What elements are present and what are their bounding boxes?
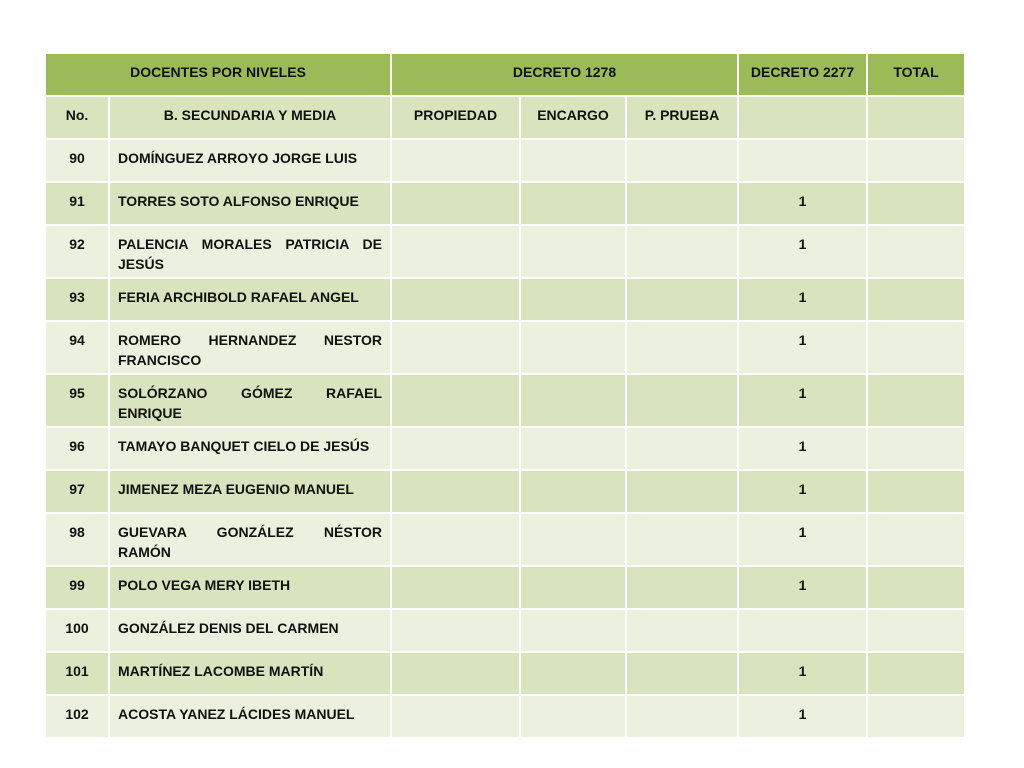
row-total [867,278,965,321]
row-number: 95 [45,374,109,427]
row-total [867,652,965,695]
header-no: No. [45,96,109,139]
row-p-prueba [626,652,738,695]
header-decreto-2277: DECRETO 2277 [738,53,867,96]
row-teacher-name: TAMAYO BANQUET CIELO DE JESÚS [109,427,391,470]
row-encargo [520,182,626,225]
row-teacher-name: GUEVARA GONZÁLEZ NÉSTOR RAMÓN [109,513,391,566]
table-row [45,182,965,225]
row-number: 102 [45,695,109,738]
row-teacher-name: GONZÁLEZ DENIS DEL CARMEN [109,609,391,652]
row-propiedad [391,566,520,609]
row-propiedad [391,278,520,321]
row-decreto-2277: 1 [738,182,867,225]
row-decreto-2277: 1 [738,225,867,278]
header-nivel: B. SECUNDARIA Y MEDIA [109,96,391,139]
row-p-prueba [626,321,738,374]
header-decreto-1278: DECRETO 1278 [391,53,738,96]
row-total [867,513,965,566]
row-decreto-2277 [738,609,867,652]
row-encargo [520,652,626,695]
row-number: 96 [45,427,109,470]
row-decreto-2277: 1 [738,695,867,738]
row-number: 100 [45,609,109,652]
row-encargo [520,139,626,182]
row-propiedad [391,652,520,695]
row-total [867,225,965,278]
row-teacher-name: ACOSTA YANEZ LÁCIDES MANUEL [109,695,391,738]
row-total [867,321,965,374]
row-encargo [520,225,626,278]
table-row [45,470,965,513]
row-number: 90 [45,139,109,182]
row-teacher-name: FERIA ARCHIBOLD RAFAEL ANGEL [109,278,391,321]
row-p-prueba [626,513,738,566]
row-total [867,139,965,182]
row-encargo [520,321,626,374]
header-docentes-por-niveles: DOCENTES POR NIVELES [45,53,391,96]
row-total [867,374,965,427]
row-number: 93 [45,278,109,321]
row-propiedad [391,139,520,182]
row-p-prueba [626,470,738,513]
row-total [867,609,965,652]
table-row [45,695,965,738]
header-total: TOTAL [867,53,965,96]
row-teacher-name: ROMERO HERNANDEZ NESTOR FRANCISCO [109,321,391,374]
table-row [45,566,965,609]
row-encargo [520,374,626,427]
header-empty-2277 [738,96,867,139]
row-p-prueba [626,427,738,470]
row-decreto-2277: 1 [738,321,867,374]
header-p-prueba: P. PRUEBA [626,96,738,139]
row-number: 97 [45,470,109,513]
row-encargo [520,695,626,738]
row-teacher-name: TORRES SOTO ALFONSO ENRIQUE [109,182,391,225]
row-encargo [520,609,626,652]
row-total [867,470,965,513]
row-total [867,182,965,225]
row-encargo [520,278,626,321]
row-decreto-2277: 1 [738,566,867,609]
header-row-sub [45,96,965,139]
row-number: 98 [45,513,109,566]
row-p-prueba [626,695,738,738]
row-propiedad [391,609,520,652]
row-p-prueba [626,182,738,225]
row-encargo [520,427,626,470]
row-decreto-2277: 1 [738,374,867,427]
row-propiedad [391,427,520,470]
row-encargo [520,513,626,566]
row-p-prueba [626,278,738,321]
row-number: 91 [45,182,109,225]
row-propiedad [391,513,520,566]
row-decreto-2277: 1 [738,513,867,566]
row-p-prueba [626,139,738,182]
row-total [867,695,965,738]
table-row [45,513,965,566]
row-decreto-2277: 1 [738,652,867,695]
row-decreto-2277 [738,139,867,182]
row-teacher-name: MARTÍNEZ LACOMBE MARTÍN [109,652,391,695]
row-propiedad [391,470,520,513]
row-number: 92 [45,225,109,278]
row-propiedad [391,695,520,738]
row-decreto-2277: 1 [738,278,867,321]
row-propiedad [391,225,520,278]
table-row [45,225,965,278]
table-row [45,139,965,182]
header-encargo: ENCARGO [520,96,626,139]
row-teacher-name: POLO VEGA MERY IBETH [109,566,391,609]
row-number: 101 [45,652,109,695]
table-row [45,321,965,374]
row-number: 99 [45,566,109,609]
row-propiedad [391,374,520,427]
row-total [867,427,965,470]
row-total [867,566,965,609]
table-row [45,427,965,470]
row-teacher-name: PALENCIA MORALES PATRICIA DE JESÚS [109,225,391,278]
row-decreto-2277: 1 [738,427,867,470]
table-row [45,609,965,652]
header-propiedad: PROPIEDAD [391,96,520,139]
row-teacher-name: DOMÍNGUEZ ARROYO JORGE LUIS [109,139,391,182]
row-encargo [520,470,626,513]
table-row [45,374,965,427]
header-row-main [45,53,965,96]
table-row [45,652,965,695]
row-p-prueba [626,566,738,609]
row-p-prueba [626,609,738,652]
table-row [45,278,965,321]
row-p-prueba [626,225,738,278]
row-propiedad [391,321,520,374]
row-teacher-name: JIMENEZ MEZA EUGENIO MANUEL [109,470,391,513]
header-empty-total [867,96,965,139]
row-p-prueba [626,374,738,427]
row-propiedad [391,182,520,225]
row-number: 94 [45,321,109,374]
docentes-table [44,52,966,739]
row-decreto-2277: 1 [738,470,867,513]
row-teacher-name: SOLÓRZANO GÓMEZ RAFAEL ENRIQUE [109,374,391,427]
row-encargo [520,566,626,609]
